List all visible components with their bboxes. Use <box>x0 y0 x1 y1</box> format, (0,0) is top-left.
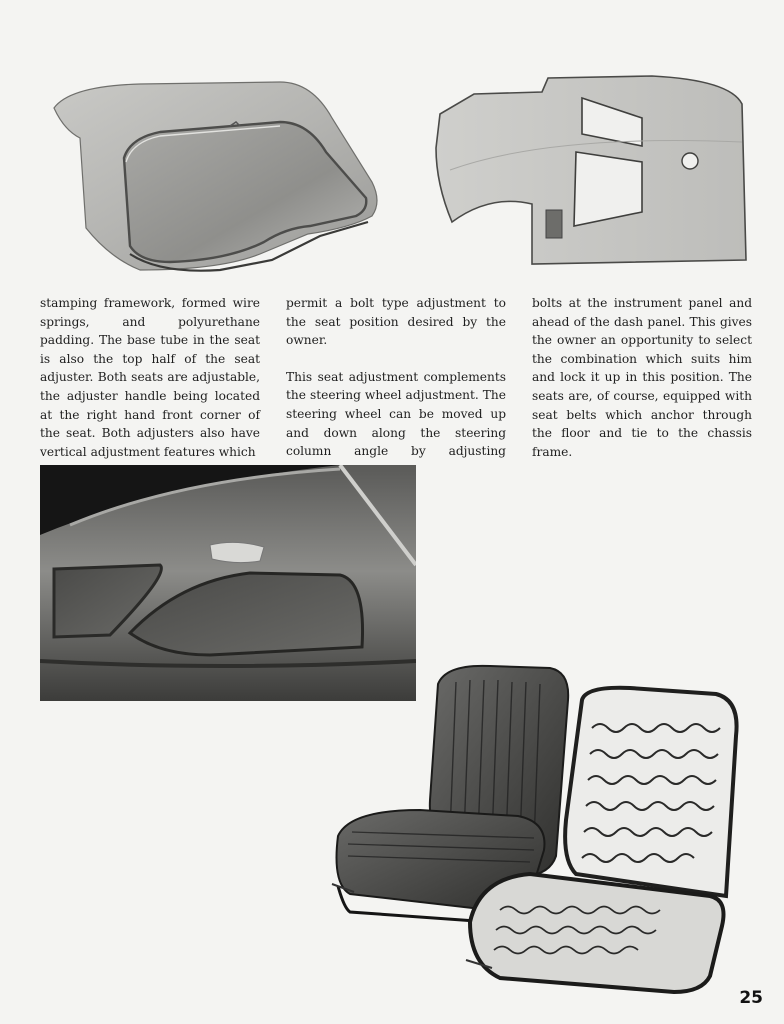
text-column-1 <box>40 294 260 479</box>
page-number: 25 <box>739 988 763 1008</box>
text-column-3 <box>532 294 752 479</box>
paragraph: This seat adjustment complements the steering wheel adjustment. The steering wheel can be moved up and down along the steering column angle by adjusting <box>286 369 506 459</box>
bucket-seats-photo <box>330 660 744 1000</box>
roof-inner-panel-photo <box>430 74 750 268</box>
convertible-top-photo <box>50 78 382 276</box>
paragraph: stamping framework, formed wire springs, and polyurethane padding. The base tube in the seat is also the top half of the seat adjuster. Both seats are adjustable, the adjuster handle being located at the right hand front corner of the seat. Both adjusters also have vertical adjustment features which <box>40 296 260 459</box>
paragraph: permit a bolt type adjustment to the seat position desired by the owner. <box>286 296 506 348</box>
paragraph: bolts at the instrument panel and ahead of the dash panel. This gives the owner an opportunity to select the combination which suits him and lock it up in this position. The seats are, of course, equipped with seat belts which anchor through the floor and tie to the chassis frame. <box>532 296 752 459</box>
